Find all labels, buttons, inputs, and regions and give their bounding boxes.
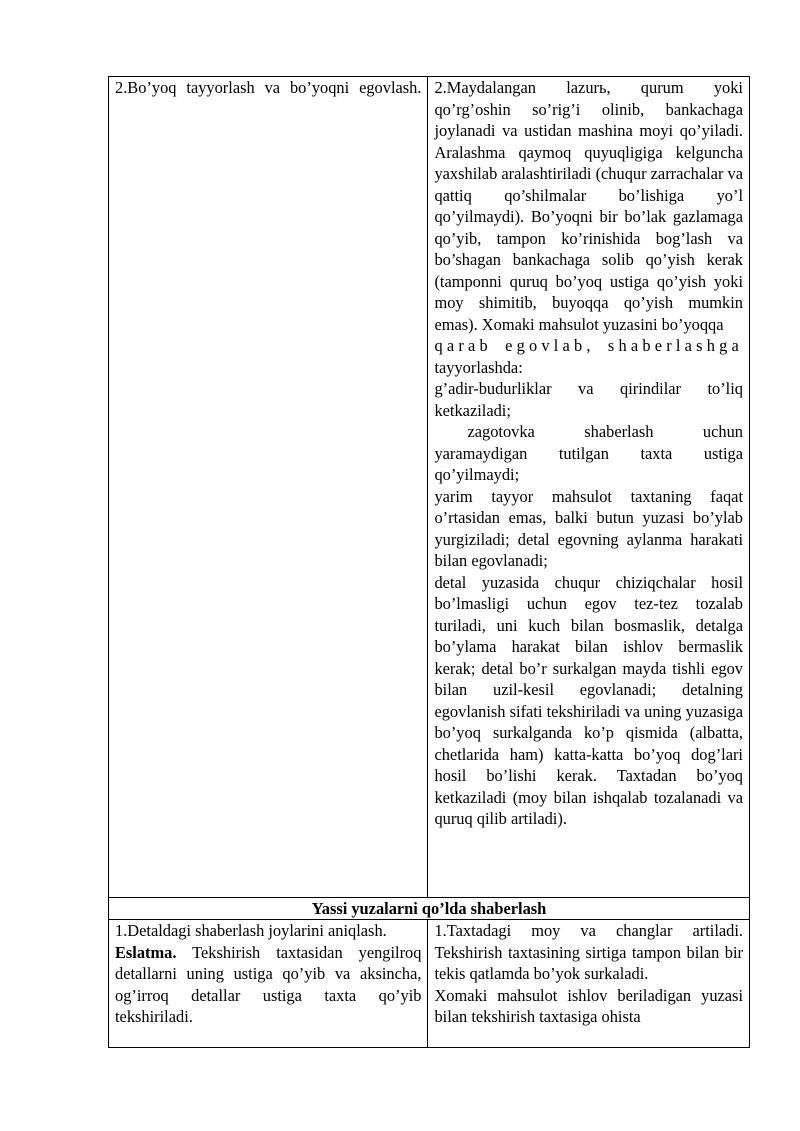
- section-heading-row: [109, 898, 750, 920]
- instruction-spaced-line: qarab egovlab, shaberlashga: [434, 336, 743, 355]
- instruction-cell: [428, 920, 750, 1048]
- note-label: Eslatma.: [115, 942, 177, 962]
- instruction-paragraph: yarim tayyor mahsulot taxtaning faqat o’rtasidan emas, balki butun yuzasi bo’ylab yurgiziladi; detal egovning aylanma harakati bilan egovlanadi;: [434, 486, 743, 570]
- step-cell: [109, 920, 428, 1048]
- step-title: 1.Detaldagi shaberlash joylarini aniqlash.: [115, 921, 387, 940]
- step-cell: [109, 77, 428, 898]
- instruction-paragraph: Xomaki mahsulot ishlov beriladigan yuzasi bilan tekshirish taxtasiga ohista: [434, 985, 743, 1026]
- procedure-table: [108, 76, 750, 1048]
- instruction-paragraph: 2.Maydalangan lazurь, qurum yoki qo’rg’oshin so’rig’i olinib, bankachaga joylanadi va ustidan mashina moyi qo’yiladi. Aralashma qaymoq quyuqligiga kelguncha yaxshilab aralashtiriladi (chuqur zarrachalar va qattiq qo’shilmalar bo’lishiga yo’l qo’yilmaydi). Bo’yoqni bir bo’lak gazlamaga qo’yib, tampon ko’rinishida bog’lash va bo’shagan bankachaga solib qo’yish kerak (tamponni quruq bo’yoq ustiga qo’yish yoki moy shimitib, buyoqqa qo’yish mumkin emas). Xomaki mahsulot yuzasini bo’yoqqa: [434, 78, 743, 334]
- note-text: Tekshirish taxtasidan yengilroq detallarni uning ustiga qo’yib va aksincha, og’irroq detallar ustiga taxta qo’yib tekshiriladi.: [115, 942, 422, 1026]
- instruction-cell: [428, 77, 750, 898]
- instruction-paragraph: g’adir-budurliklar va qirindilar to’liq ketkaziladi;: [434, 379, 743, 420]
- instruction-paragraph: zagotovka shaberlash uchun yaramaydigan tutilgan taxta ustiga qo’yilmaydi;: [434, 422, 743, 484]
- instruction-paragraph: 1.Taxtadagi moy va changlar artiladi. Tekshirish taxtasining sirtiga tampon bilan bir tekis qatlamda bo’yok surkaladi.: [434, 921, 743, 983]
- note-paragraph: [115, 942, 421, 1028]
- table-row: [109, 77, 750, 898]
- step-title: 2.Bo’yoq tayyorlash va bo’yoqni egovlash.: [115, 78, 422, 97]
- table-row: [109, 920, 750, 1048]
- instruction-paragraph: detal yuzasida chuqur chiziqchalar hosil bo’lmasligi uchun egov tez-tez tozalab turiladi, uni kuch bilan bosmaslik, detalga bo’ylama harakat bilan ishlov bermaslik kerak; detal bo’r surkalgan mayda tishli egov bilan uzil-kesil egovlanadi; detalning egovlanish sifati tekshiriladi va uning yuzasiga bo’yoq surkalganda ko’p qismida (albatta, chetlarida ham) katta-katta bo’yoq dog’lari hosil bo’lishi kerak. Taxtadan bo’yoq ketkaziladi (moy bilan ishqalab tozalanadi va quruq qilib artiladi).: [434, 572, 743, 828]
- instruction-paragraph-end: tayyorlashda:: [434, 357, 523, 377]
- section-heading: Yassi yuzalarni qo’lda shaberlash: [109, 898, 750, 920]
